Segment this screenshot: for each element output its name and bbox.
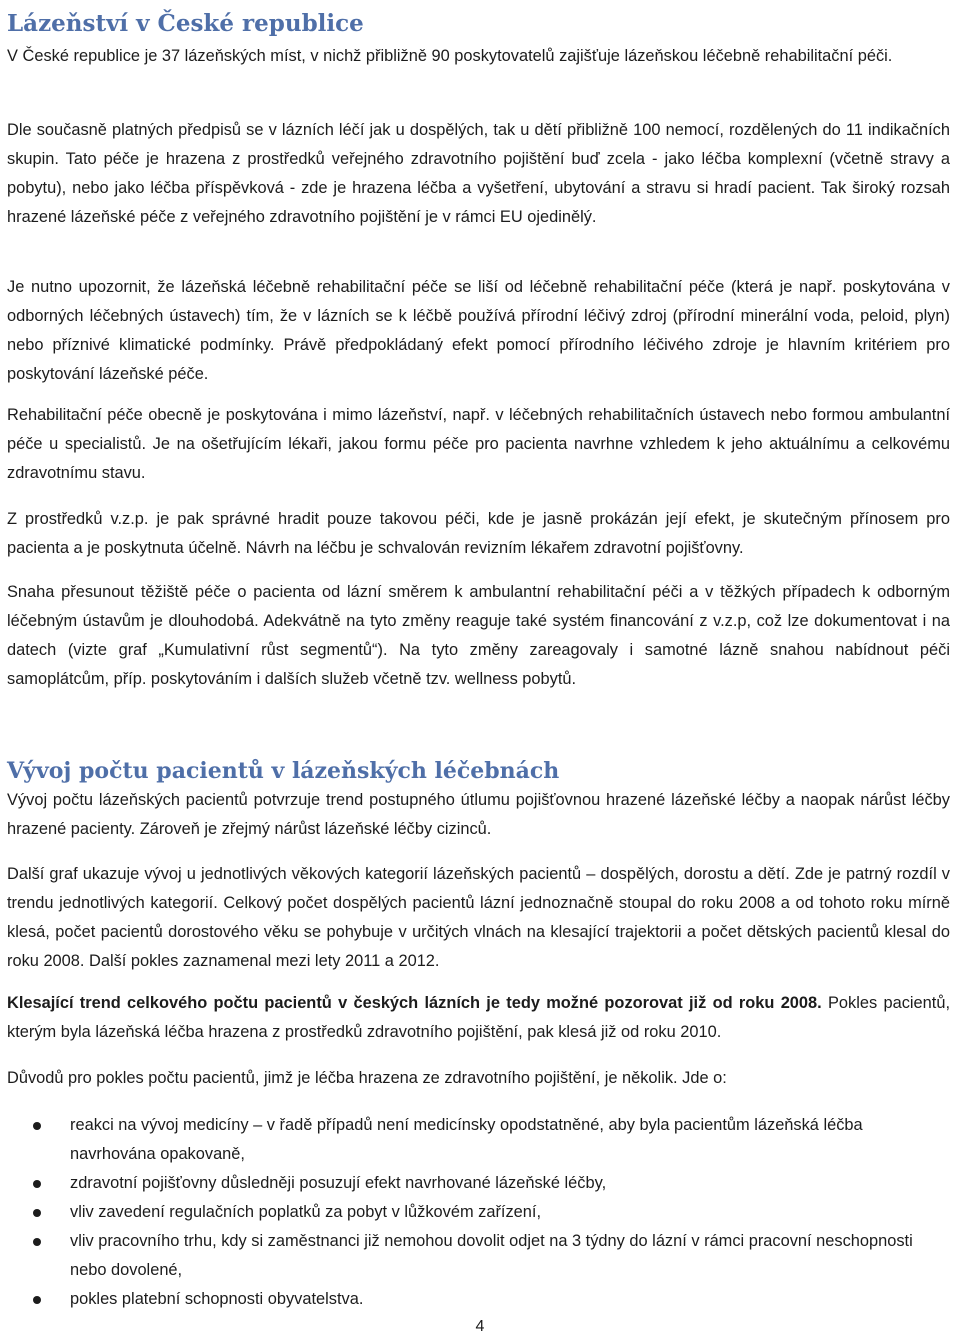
paragraph: Je nutno upozornit, že lázeňská léčebně rehabilitační péče se liší od léčebně rehabilitační péče (která je např. poskytována v odborných léčebných ústavech) tím, že v lázních se k léčbě používá přírodní léčivý zdroj (přírodní minerální voda, peloid, plyn) nebo příznivé klimatické podmínky. Právě předpokládaný efekt pomocí přírodního léčivého zdroje je hlavním kritériem pro poskytování lázeňské péče. xyxy=(7,278,950,383)
paragraph: Z prostředků v.z.p. je pak správné hradit pouze takovou péči, kde je jasně prokázán její efekt, je skutečným přínosem pro pacienta a je poskytnuta účelně. Návrh na léčbu je schvalován revizním lékařem zdravotní pojišťovny. xyxy=(7,510,950,557)
bullet-icon xyxy=(33,1180,41,1188)
bold-statement: Klesající trend celkového počtu pacientů v českých lázních je tedy možné pozorovat již od roku 2008. xyxy=(7,994,822,1012)
paragraph: Další graf ukazuje vývoj u jednotlivých věkových kategorií lázeňských pacientů – dospělých, dorostu a dětí. Zde je patrný rozdíl v trendu jednotlivých kategorií. Celkový počet dospělých pacientů lázní jednoznačně stoupal do roku 2008 a od tohoto roku mírně klesá, počet pacientů dorostového věku se pohybuje v určitých vlnách na klesající trajektorii a počet dětských pacientů klesal do roku 2008. Další pokles zaznamenal mezi lety 2011 a 2012. xyxy=(7,865,950,970)
page-number: 4 xyxy=(475,1318,485,1335)
list-item xyxy=(0,1285,950,1314)
list-item-text: vliv pracovního trhu, kdy si zaměstnanci již nemohou dovolit odjet na 3 týdny do lázní v rámci pracovní neschopnosti nebo dovolené, xyxy=(70,1232,913,1279)
list-item-text: reakci na vývoj medicíny – v řadě případů není medicínsky opodstatněné, aby byla pacientům lázeňská léčba navrhována opakovaně, xyxy=(70,1116,863,1163)
list-item xyxy=(0,1111,950,1169)
paragraph: Dle současně platných předpisů se v lázních léčí jak u dospělých, tak u dětí přibližně 100 nemocí, rozdělených do 11 indikačních skupin. Tato péče je hrazena z prostředků veřejného zdravotního pojištění buď zcela - jako léčba komplexní (včetně stravy a pobytu), nebo jako léčba příspěvková - zde je hrazena léčba a vyšetření, ubytování a stravu si hradí pacient. Tak široký rozsah hrazené lázeňské péče z veřejného zdravotního pojištění je v rámci EU ojedinělý. xyxy=(7,121,950,226)
paragraph: Rehabilitační péče obecně je poskytována i mimo lázeňství, např. v léčebných rehabilitačních ústavech nebo formou ambulantní péče u specialistů. Je na ošetřujícím lékaři, jakou formu péče pro pacienta navrhne vzhledem k jeho aktuálnímu a celkovému zdravotnímu stavu. xyxy=(7,406,950,482)
paragraph: Snaha přesunout těžiště péče o pacienta od lázní směrem k ambulantní rehabilitační péči a v těžkých případech k odborným léčebným ústavům je dlouhodobá. Adekvátně na tyto změny reaguje také systém financování z v.z.p, což lze dokumentovat i na datech (vizte graf „Kumulativní růst segmentů“). Na tyto změny zareagovaly i samotné lázně snahou nabídnout péči samoplátcům, příp. poskytováním i dalších služeb včetně tzv. wellness pobytů. xyxy=(7,583,950,688)
paragraph: Důvodů pro pokles počtu pacientů, jimž je léčba hrazena ze zdravotního pojištění, je několik. Jde o: xyxy=(7,1069,727,1087)
bullet-icon xyxy=(33,1296,41,1304)
list-item-text: vliv zavedení regulačních poplatků za pobyt v lůžkovém zařízení, xyxy=(70,1203,542,1221)
paragraph-continuation: Pokles pacientů, kterým byla lázeňská léčba hrazena z prostředků zdravotního pojištění, pak klesá již od roku 2010. xyxy=(7,994,950,1041)
list-item xyxy=(0,1227,950,1285)
list-item xyxy=(0,1198,950,1227)
paragraph: Vývoj počtu lázeňských pacientů potvrzuje trend postupného útlumu pojišťovnou hrazené lázeňské léčby a naopak nárůst léčby hrazené pacienty. Zároveň je zřejmý nárůst lázeňské léčby cizinců. xyxy=(7,791,950,838)
bullet-icon xyxy=(33,1122,41,1130)
bullet-icon xyxy=(33,1209,41,1217)
section-heading-patient-trends: Vývoj počtu pacientů v lázeňských léčebnách xyxy=(7,758,560,784)
list-item xyxy=(0,1169,950,1198)
section-heading-spa-industry: Lázeňství v České republice xyxy=(7,10,364,37)
paragraph xyxy=(7,989,950,1047)
reasons-list xyxy=(0,1111,950,1314)
bullet-icon xyxy=(33,1238,41,1246)
list-item-text: pokles platební schopnosti obyvatelstva. xyxy=(70,1290,364,1308)
paragraph: V České republice je 37 lázeňských míst, v nichž přibližně 90 poskytovatelů zajišťuje lázeňskou léčebně rehabilitační péči. xyxy=(7,47,893,65)
list-item-text: zdravotní pojišťovny důsledněji posuzují efekt navrhované lázeňské léčby, xyxy=(70,1174,607,1192)
